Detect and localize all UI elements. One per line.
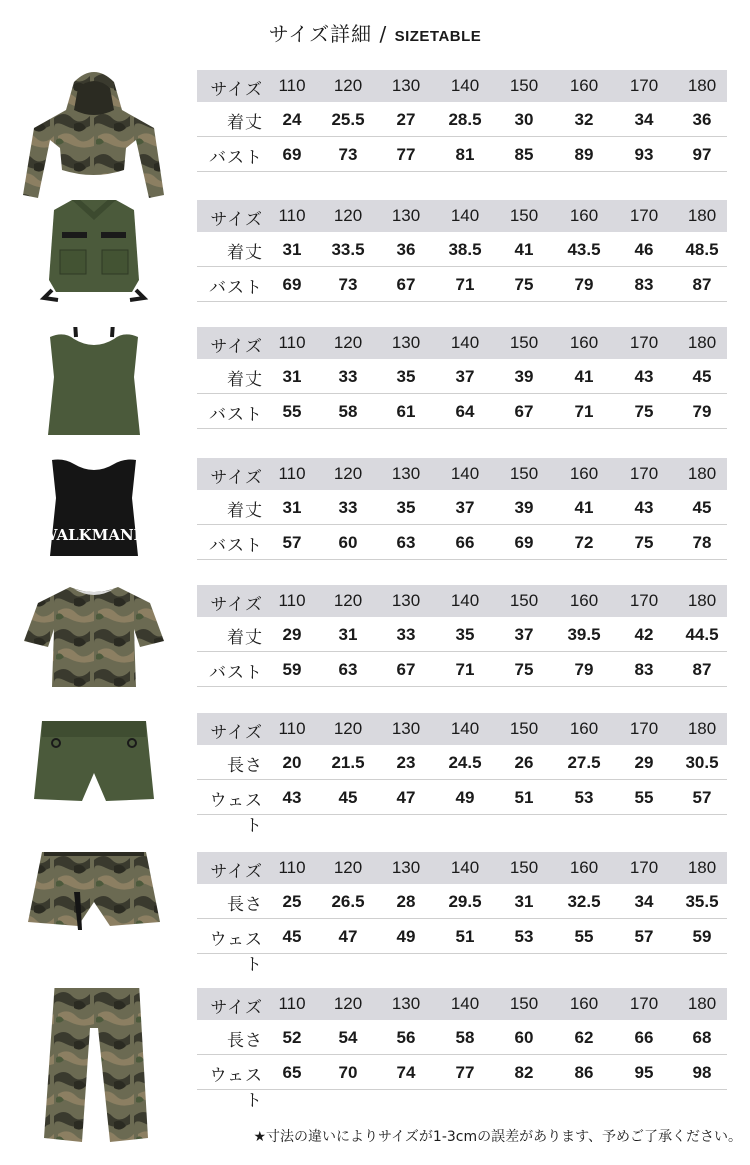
measurement-value: 98	[692, 1063, 712, 1082]
olive-cargo-vest-image	[14, 200, 174, 305]
measurement-value: 35	[396, 498, 416, 517]
measurement-value: 63	[396, 533, 416, 552]
measurement-value: 65	[282, 1063, 302, 1082]
measurement-label: 着丈	[227, 370, 263, 390]
size-value: 130	[391, 76, 421, 95]
size-value: 120	[333, 591, 363, 610]
measurement-value: 70	[338, 1063, 358, 1082]
size-value: 110	[278, 994, 306, 1013]
size-value: 120	[333, 994, 363, 1013]
measurement-value: 43.5	[567, 240, 601, 259]
measurement-value: 74	[396, 1063, 416, 1082]
measurement-value: 37	[514, 625, 534, 644]
measurement-value: 35.5	[685, 892, 719, 911]
size-label: サイズ	[210, 998, 263, 1018]
measurement-value: 47	[396, 788, 416, 807]
measurement-value: 82	[514, 1063, 534, 1082]
measurement-row	[197, 745, 727, 780]
measurement-value: 55	[574, 927, 594, 946]
size-value: 180	[687, 591, 717, 610]
measurement-value: 25.5	[331, 110, 365, 129]
olive-shorts-image	[14, 713, 174, 803]
measurement-value: 41	[574, 498, 594, 517]
measurement-value: 67	[396, 275, 416, 294]
measurement-value: 36	[692, 110, 712, 129]
size-label: サイズ	[210, 468, 263, 488]
size-header-row	[197, 852, 727, 884]
measurement-note: ★寸法の違いによりサイズが1-3cmの誤差があります、予めご了承ください。	[253, 1129, 742, 1145]
measurement-value: 71	[455, 660, 475, 679]
olive-tank-top-image	[14, 327, 174, 437]
measurement-value: 33	[396, 625, 416, 644]
size-value: 160	[569, 858, 599, 877]
measurement-row	[197, 919, 727, 975]
measurement-value: 41	[574, 367, 594, 386]
measurement-value: 77	[396, 145, 416, 164]
size-value: 130	[391, 464, 421, 483]
measurement-value: 66	[634, 1028, 654, 1047]
size-label: サイズ	[210, 862, 263, 882]
measurement-value: 24.5	[448, 753, 482, 772]
measurement-value: 73	[338, 145, 358, 164]
size-value: 130	[391, 858, 421, 877]
measurement-value: 57	[634, 927, 654, 946]
size-value: 140	[450, 333, 480, 352]
size-value: 170	[629, 994, 659, 1013]
measurement-value: 33	[338, 367, 358, 386]
measurement-label: 長さ	[227, 895, 263, 915]
measurement-value: 86	[574, 1063, 594, 1082]
measurement-value: 75	[514, 660, 534, 679]
measurement-value: 31	[282, 367, 302, 386]
measurement-value: 75	[634, 533, 654, 552]
measurement-value: 39	[514, 498, 534, 517]
measurement-value: 68	[692, 1028, 712, 1047]
measurement-value: 43	[634, 498, 654, 517]
measurement-value: 52	[282, 1028, 302, 1047]
size-value: 110	[278, 858, 306, 877]
measurement-value: 87	[692, 660, 712, 679]
size-value: 140	[450, 76, 480, 95]
camo-cropped-hoodie-image	[14, 70, 174, 205]
size-value: 180	[687, 206, 717, 225]
size-header-row	[197, 988, 727, 1020]
measurement-value: 79	[692, 402, 712, 421]
measurement-value: 83	[634, 275, 654, 294]
measurement-value: 44.5	[685, 625, 719, 644]
size-table-3	[197, 327, 727, 429]
size-header-row	[197, 327, 727, 359]
measurement-value: 69	[282, 145, 302, 164]
size-value: 180	[687, 858, 717, 877]
size-value: 170	[629, 858, 659, 877]
walkmann-print: WALKMANN	[40, 526, 148, 544]
measurement-label: 長さ	[227, 1031, 263, 1051]
size-value: 110	[278, 76, 306, 95]
size-value: 140	[450, 994, 480, 1013]
size-value: 120	[333, 719, 363, 738]
measurement-value: 33	[338, 498, 358, 517]
measurement-value: 45	[282, 927, 302, 946]
size-value: 120	[333, 858, 363, 877]
measurement-value: 60	[514, 1028, 534, 1047]
title-japanese: サイズ詳細 /	[268, 22, 395, 46]
size-value: 120	[333, 206, 363, 225]
size-value: 130	[391, 719, 421, 738]
measurement-value: 42	[634, 625, 654, 644]
size-header-row	[197, 200, 727, 232]
measurement-row	[197, 359, 727, 394]
size-value: 160	[569, 994, 599, 1013]
size-value: 110	[278, 206, 306, 225]
camo-cargo-shorts-image	[14, 852, 174, 952]
measurement-value: 49	[455, 788, 475, 807]
measurement-label: ウェスト	[209, 1066, 263, 1111]
measurement-label: 着丈	[227, 628, 263, 648]
measurement-value: 21.5	[331, 753, 365, 772]
measurement-value: 83	[634, 660, 654, 679]
measurement-value: 37	[455, 367, 475, 386]
measurement-value: 97	[692, 145, 712, 164]
size-value: 140	[450, 858, 480, 877]
measurement-value: 67	[514, 402, 534, 421]
size-table-2	[197, 200, 727, 302]
size-value: 110	[278, 464, 306, 483]
measurement-value: 32.5	[567, 892, 601, 911]
measurement-value: 54	[338, 1028, 358, 1047]
measurement-value: 95	[634, 1063, 654, 1082]
size-value: 110	[278, 591, 306, 610]
size-value: 150	[509, 464, 539, 483]
size-label: サイズ	[210, 80, 263, 100]
measurement-value: 48.5	[685, 240, 719, 259]
size-value: 170	[629, 206, 659, 225]
measurement-value: 31	[282, 498, 302, 517]
measurement-value: 87	[692, 275, 712, 294]
measurement-value: 69	[514, 533, 534, 552]
size-value: 170	[629, 719, 659, 738]
measurement-label: バスト	[209, 663, 263, 683]
measurement-value: 35	[396, 367, 416, 386]
measurement-value: 43	[282, 788, 302, 807]
measurement-value: 34	[634, 892, 654, 911]
measurement-label: ウェスト	[209, 791, 263, 836]
measurement-value: 81	[455, 145, 475, 164]
size-value: 110	[278, 333, 306, 352]
size-value: 120	[333, 464, 363, 483]
measurement-value: 45	[338, 788, 358, 807]
measurement-value: 45	[692, 367, 712, 386]
measurement-value: 62	[574, 1028, 594, 1047]
measurement-value: 31	[282, 240, 302, 259]
measurement-value: 71	[574, 402, 594, 421]
measurement-value: 75	[634, 402, 654, 421]
size-value: 150	[509, 76, 539, 95]
measurement-value: 36	[396, 240, 416, 259]
measurement-value: 28.5	[448, 110, 482, 129]
black-walkmann-crop-top-image	[14, 458, 174, 558]
measurement-value: 85	[514, 145, 534, 164]
size-value: 180	[687, 76, 717, 95]
measurement-value: 58	[338, 402, 358, 421]
measurement-value: 26	[514, 753, 534, 772]
size-header-row	[197, 458, 727, 490]
measurement-value: 69	[282, 275, 302, 294]
measurement-value: 57	[282, 533, 302, 552]
measurement-value: 53	[514, 927, 534, 946]
size-value: 170	[629, 464, 659, 483]
measurement-row	[197, 490, 727, 525]
measurement-value: 89	[574, 145, 594, 164]
size-value: 130	[391, 994, 421, 1013]
size-value: 150	[509, 719, 539, 738]
measurement-value: 29	[634, 753, 654, 772]
measurement-label: 着丈	[227, 501, 263, 521]
camo-cargo-pants-image	[14, 988, 174, 1148]
measurement-value: 47	[338, 927, 358, 946]
measurement-value: 20	[282, 753, 302, 772]
size-value: 140	[450, 206, 480, 225]
size-label: サイズ	[210, 723, 263, 743]
measurement-value: 37	[455, 498, 475, 517]
measurement-label: 着丈	[227, 243, 263, 263]
size-value: 180	[687, 333, 717, 352]
measurement-value: 43	[634, 367, 654, 386]
size-value: 150	[509, 994, 539, 1013]
measurement-row	[197, 394, 727, 429]
measurement-label: バスト	[209, 536, 263, 556]
size-table-4	[197, 458, 727, 560]
size-value: 160	[569, 719, 599, 738]
size-value: 180	[687, 994, 717, 1013]
size-table-7	[197, 852, 727, 975]
measurement-value: 35	[455, 625, 475, 644]
measurement-value: 29	[282, 625, 302, 644]
measurement-value: 72	[574, 533, 594, 552]
measurement-value: 27	[396, 110, 416, 129]
measurement-value: 67	[396, 660, 416, 679]
measurement-value: 55	[634, 788, 654, 807]
measurement-value: 51	[455, 927, 475, 946]
size-value: 150	[509, 333, 539, 352]
size-value: 170	[629, 76, 659, 95]
size-header-row	[197, 713, 727, 745]
size-value: 120	[333, 333, 363, 352]
size-value: 140	[450, 591, 480, 610]
size-value: 180	[687, 464, 717, 483]
measurement-label: バスト	[209, 148, 263, 168]
size-value: 110	[278, 719, 306, 738]
size-value: 160	[569, 591, 599, 610]
size-label: サイズ	[210, 595, 263, 615]
size-value: 160	[569, 206, 599, 225]
measurement-label: 着丈	[227, 113, 263, 133]
size-value: 150	[509, 858, 539, 877]
measurement-value: 59	[692, 927, 712, 946]
measurement-value: 29.5	[448, 892, 482, 911]
size-table-6	[197, 713, 727, 836]
measurement-value: 25	[282, 892, 302, 911]
measurement-value: 58	[455, 1028, 475, 1047]
size-value: 140	[450, 464, 480, 483]
measurement-value: 46	[634, 240, 654, 259]
measurement-value: 59	[282, 660, 302, 679]
size-table-5	[197, 585, 727, 687]
size-value: 130	[391, 333, 421, 352]
measurement-row	[197, 1055, 727, 1111]
measurement-value: 73	[338, 275, 358, 294]
measurement-value: 79	[574, 660, 594, 679]
measurement-value: 38.5	[448, 240, 482, 259]
size-value: 170	[629, 591, 659, 610]
measurement-row	[197, 232, 727, 267]
measurement-value: 61	[396, 402, 416, 421]
measurement-label: バスト	[209, 405, 263, 425]
measurement-value: 32	[574, 110, 594, 129]
size-value: 130	[391, 206, 421, 225]
camo-crop-tshirt-image	[14, 585, 174, 690]
measurement-value: 41	[514, 240, 534, 259]
measurement-value: 75	[514, 275, 534, 294]
measurement-value: 24	[282, 110, 302, 129]
measurement-value: 23	[396, 753, 416, 772]
measurement-value: 26.5	[331, 892, 365, 911]
measurement-value: 31	[338, 625, 358, 644]
size-value: 170	[629, 333, 659, 352]
measurement-value: 33.5	[331, 240, 365, 259]
measurement-row	[197, 525, 727, 560]
size-value: 180	[687, 719, 717, 738]
size-table-1	[197, 70, 727, 172]
size-header-row	[197, 70, 727, 102]
measurement-value: 51	[514, 788, 534, 807]
measurement-value: 53	[574, 788, 594, 807]
measurement-value: 79	[574, 275, 594, 294]
size-label: サイズ	[210, 337, 263, 357]
size-value: 140	[450, 719, 480, 738]
measurement-label: ウェスト	[209, 930, 263, 975]
measurement-value: 34	[634, 110, 654, 129]
measurement-value: 28	[396, 892, 416, 911]
measurement-value: 78	[692, 533, 712, 552]
measurement-value: 63	[338, 660, 358, 679]
measurement-row	[197, 780, 727, 836]
measurement-value: 39	[514, 367, 534, 386]
measurement-row	[197, 652, 727, 687]
measurement-row	[197, 137, 727, 172]
measurement-row	[197, 102, 727, 137]
size-value: 150	[509, 206, 539, 225]
measurement-value: 31	[514, 892, 534, 911]
measurement-value: 93	[634, 145, 654, 164]
size-label: サイズ	[210, 210, 263, 230]
measurement-row	[197, 617, 727, 652]
size-value: 160	[569, 464, 599, 483]
size-value: 130	[391, 591, 421, 610]
measurement-value: 45	[692, 498, 712, 517]
size-value: 150	[509, 591, 539, 610]
measurement-value: 49	[396, 927, 416, 946]
measurement-value: 30	[514, 110, 534, 129]
measurement-label: 長さ	[227, 756, 263, 776]
measurement-value: 57	[692, 788, 712, 807]
measurement-row	[197, 1020, 727, 1055]
measurement-row	[197, 884, 727, 919]
size-value: 160	[569, 333, 599, 352]
measurement-label: バスト	[209, 278, 263, 298]
measurement-value: 56	[396, 1028, 416, 1047]
measurement-value: 30.5	[685, 753, 719, 772]
page-title	[0, 18, 750, 47]
measurement-value: 27.5	[567, 753, 601, 772]
measurement-value: 55	[282, 402, 302, 421]
size-header-row	[197, 585, 727, 617]
measurement-value: 60	[338, 533, 358, 552]
size-value: 160	[569, 76, 599, 95]
measurement-value: 77	[455, 1063, 475, 1082]
measurement-value: 66	[455, 533, 475, 552]
title-english: SIZETABLE	[394, 28, 482, 45]
size-table-8	[197, 988, 727, 1111]
measurement-value: 64	[455, 402, 475, 421]
measurement-value: 39.5	[567, 625, 601, 644]
size-value: 120	[333, 76, 363, 95]
measurement-value: 71	[455, 275, 475, 294]
measurement-row	[197, 267, 727, 302]
